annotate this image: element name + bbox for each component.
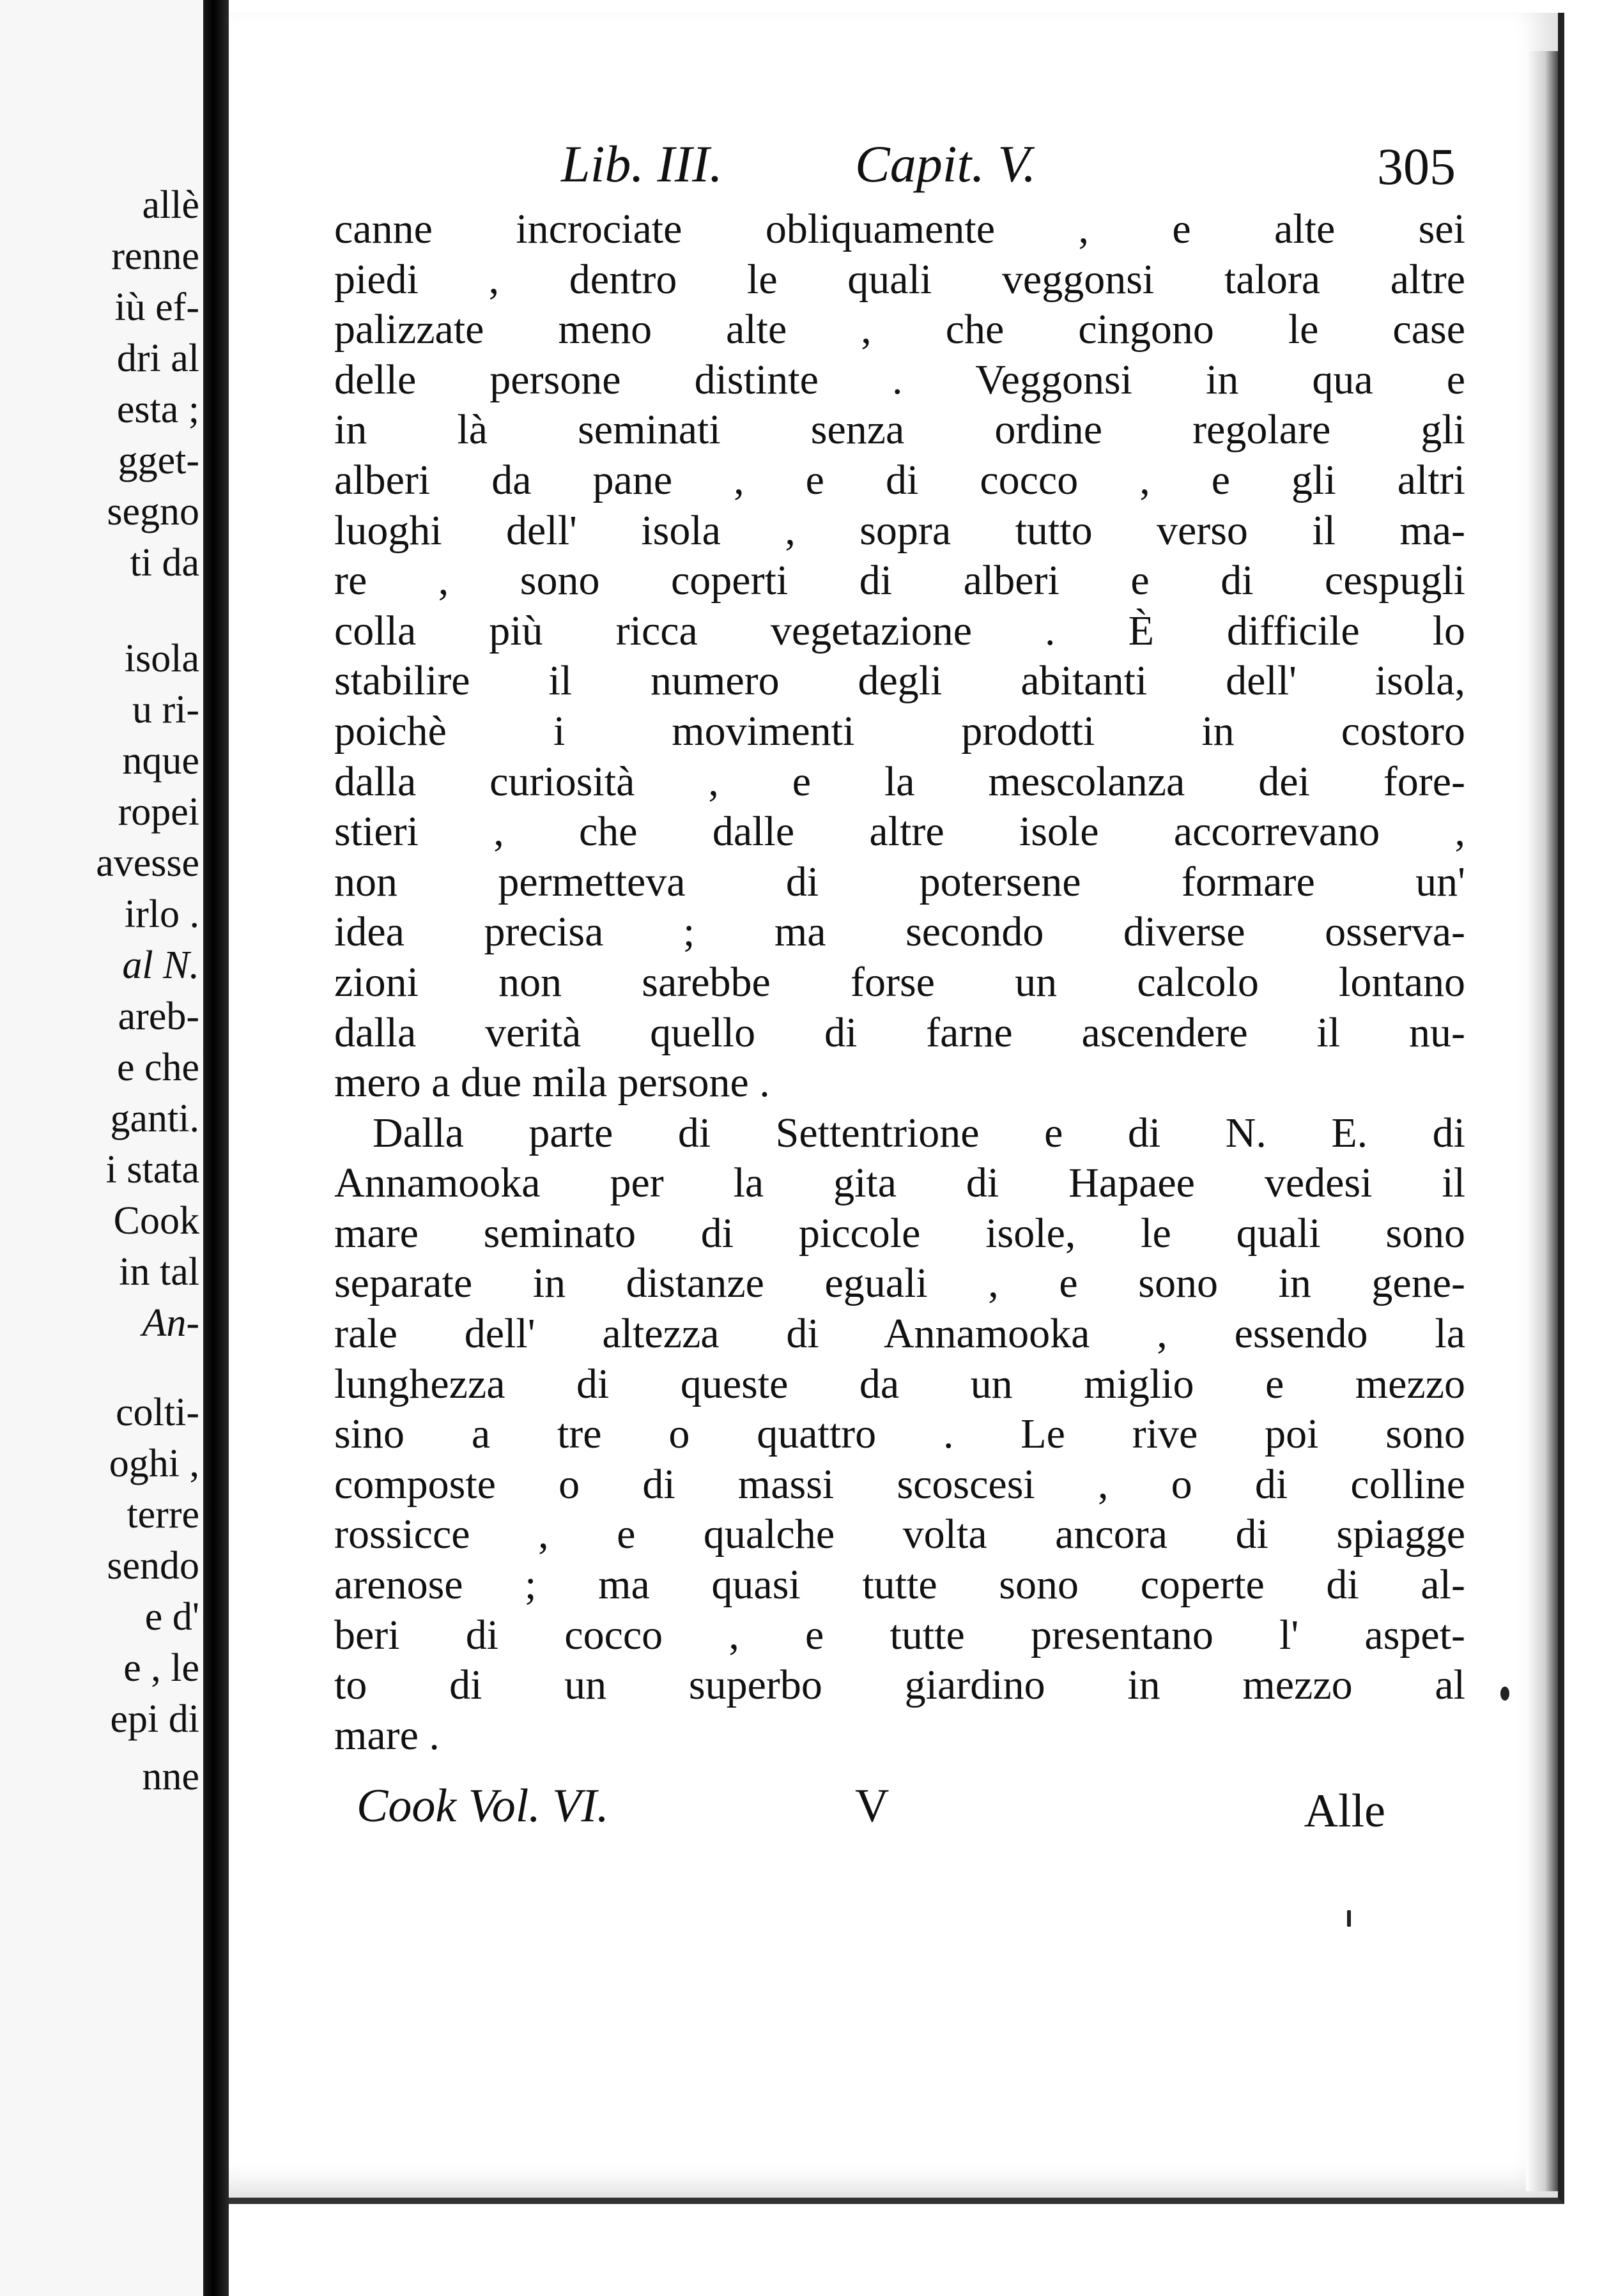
previous-page-line: isola <box>124 637 199 680</box>
text-line: zioni non sarebbe forse un calcolo lontano <box>334 958 1465 1006</box>
previous-page-line: epi di <box>110 1697 199 1741</box>
text-line: stabilire il numero degli abitanti dell' isola, <box>334 657 1465 705</box>
previous-page-line: Cook <box>113 1199 199 1243</box>
text-line: canne incrociate obliquamente , e alte sei <box>334 206 1465 252</box>
previous-page-line: e d' <box>144 1595 199 1639</box>
previous-page-line: ropei <box>118 790 199 834</box>
previous-page-line: terre <box>127 1493 199 1536</box>
text-line: beri di cocco , e tutte presentano l' aspet- <box>334 1611 1465 1658</box>
text-line: piedi , dentro le quali veggonsi talora altre <box>334 256 1465 303</box>
running-head-book: Lib. III. <box>561 135 723 193</box>
previous-page-line: i stata <box>105 1148 199 1191</box>
text-line: separate in distanze eguali , e sono in gene- <box>334 1260 1465 1307</box>
previous-page-line: segno <box>107 490 199 533</box>
previous-page-line: oghi , <box>109 1442 199 1485</box>
book-gutter <box>203 0 229 2296</box>
previous-page-line: renne <box>111 234 199 278</box>
text-line: dalla curiosità , e la mescolanza dei fore- <box>334 758 1465 805</box>
previous-page-line: irlo . <box>124 892 199 936</box>
running-head <box>561 134 1456 204</box>
page-number: 305 <box>1377 137 1456 195</box>
previous-page-line: nne <box>142 1755 199 1798</box>
previous-page-line: e , le <box>123 1646 199 1690</box>
previous-page-line: avesse <box>96 841 199 885</box>
text-line: arenose ; ma quasi tutte sono coperte di al- <box>334 1561 1465 1609</box>
signature-line: Cook Vol. VI. <box>357 1780 609 1832</box>
ink-speck <box>1500 1687 1509 1701</box>
text-line: rossicce , e qualche volta ancora di spiagge <box>334 1511 1465 1558</box>
text-line: to di un superbo giardino in mezzo al <box>334 1662 1465 1709</box>
text-line: in là seminati senza ordine regolare gli <box>334 406 1465 454</box>
page-edge-shadow <box>1526 51 1558 2191</box>
text-line: rale dell' altezza di Annamooka , essendo la <box>334 1310 1465 1358</box>
text-line: re , sono coperti di alberi e di cespugli <box>334 557 1465 604</box>
text-line: mero a due mila persone . <box>334 1059 770 1106</box>
text-line: alberi da pane , e di cocco , e gli altri <box>334 456 1465 503</box>
text-line: delle persone distinte . Veggonsi in qua e <box>334 356 1465 403</box>
running-head-chapter: Capit. V. <box>855 135 1036 193</box>
text-line: luoghi dell' isola , sopra tutto verso il ma- <box>334 507 1465 554</box>
previous-page-line: iù ef- <box>114 286 199 329</box>
previous-page-line: ti da <box>130 541 199 585</box>
previous-page-line: al N. <box>122 944 199 987</box>
text-line: dalla verità quello di farne ascendere il nu- <box>334 1009 1465 1056</box>
text-line: colla più ricca vegetazione . È difficile lo <box>334 607 1465 654</box>
text-line: poichè i movimenti prodotti in costoro <box>334 707 1465 754</box>
previous-page-line: An- <box>142 1301 199 1345</box>
text-line: palizzate meno alte , che cingono le case <box>334 306 1465 353</box>
text-line: mare seminato di piccole isole, le quali sono <box>334 1209 1465 1257</box>
text-line: Annamooka per la gita di Hapaee vedesi il <box>334 1159 1465 1207</box>
previous-page-line: nque <box>122 739 199 783</box>
text-line: idea precisa ; ma secondo diverse osserva- <box>334 908 1465 956</box>
text-line: composte o di massi scoscesi , o di colline <box>334 1460 1465 1508</box>
previous-page-line: gget- <box>118 439 199 482</box>
signature-mark: V <box>855 1780 890 1832</box>
text-line: lunghezza di queste da un miglio e mezzo <box>334 1360 1465 1407</box>
catchword: Alle <box>1304 1785 1385 1837</box>
previous-page-line: u ri- <box>132 688 199 731</box>
previous-page-line: allè <box>142 183 199 227</box>
previous-page-line: colti- <box>116 1391 199 1434</box>
previous-page-line: dri al <box>116 337 199 380</box>
previous-page-line: e che <box>116 1046 199 1089</box>
text-line: stieri , che dalle altre isole accorrevano , <box>334 808 1465 855</box>
text-line: sino a tre o quattro . Le rive poi sono <box>334 1411 1465 1458</box>
body-text <box>334 204 1465 1761</box>
previous-page-line: esta ; <box>116 388 199 431</box>
previous-page-line: areb- <box>118 995 199 1038</box>
text-line: mare . <box>334 1711 440 1759</box>
previous-page-line: ganti. <box>110 1097 199 1140</box>
previous-page-line: sendo <box>107 1544 199 1588</box>
previous-page-edge <box>0 0 211 2296</box>
page-footer <box>357 1779 1385 1843</box>
ink-speck <box>1347 1910 1351 1927</box>
previous-page-line: in tal <box>119 1250 199 1294</box>
text-line: Dalla parte di Settentrione e di N. E. di <box>373 1109 1465 1156</box>
text-line: non permetteva di potersene formare un' <box>334 858 1465 905</box>
book-page <box>229 13 1564 2204</box>
